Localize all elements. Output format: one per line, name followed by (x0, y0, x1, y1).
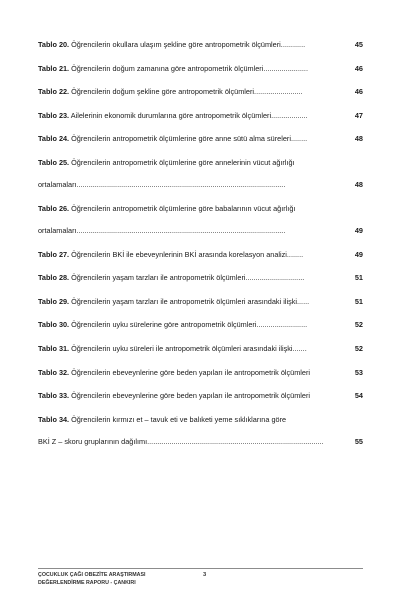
toc-entry-title-continued: BKİ Z – skoru gruplarının dağılımı (38, 437, 148, 447)
toc-entry-title: Öğrencilerin yaşam tarzları ile antropometrik ölçümleri arasındaki ilişki (69, 296, 297, 306)
toc-entry-label: Tablo 27. (38, 249, 70, 259)
toc-entry-line (38, 250, 363, 260)
toc-entry-label: Tablo 24. (38, 134, 70, 144)
toc-entry-text (38, 368, 310, 378)
toc-entry[interactable] (38, 158, 363, 191)
toc-entry-page-number: 53 (354, 367, 363, 377)
toc-entry-title: Öğrencilerin antropometrik ölçümlerine göre anne sütü alma süreleri (69, 134, 291, 144)
toc-entry[interactable] (38, 297, 363, 307)
toc-entry-line (38, 368, 363, 378)
toc-entry-title: Öğrencilerin yaşam tarzları ile antropometrik ölçümleri (69, 273, 246, 283)
toc-entry-label: Tablo 25. (38, 157, 70, 167)
toc-entry-dot-leader: ...................... (263, 63, 308, 73)
toc-entry-text (38, 134, 291, 144)
toc-entry-label: Tablo 31. (38, 344, 70, 354)
toc-entry-line (38, 64, 363, 74)
toc-entry-line (38, 158, 363, 168)
toc-entry[interactable] (38, 111, 363, 121)
toc-entry-page-number: 45 (354, 40, 363, 49)
toc-entry-page-number: 52 (354, 344, 363, 354)
toc-entry-title: Öğrencilerin ebeveynlerine göre beden yapıları ile antropometrik ölçümleri (69, 367, 311, 377)
toc-entry-dot-leader: ............................. (245, 273, 305, 283)
toc-entry-line (38, 344, 363, 354)
toc-entry[interactable] (38, 64, 363, 74)
toc-entry-text (38, 158, 295, 168)
toc-entry-label: Tablo 33. (38, 391, 70, 401)
toc-entry-title: Öğrencilerin uyku sürelerine göre antropometrik ölçümleri (69, 320, 257, 330)
toc-entry-text (38, 297, 297, 307)
toc-entry[interactable] (38, 134, 363, 144)
toc-entry-dot-leader: ......................... (256, 320, 308, 330)
toc-entry-title-continued: ortalamaları (38, 180, 77, 190)
toc-entry-label: Tablo 20. (38, 40, 70, 49)
toc-entry[interactable] (38, 273, 363, 283)
toc-entry-line (38, 273, 363, 283)
toc-entry-text (38, 250, 287, 260)
toc-entry[interactable] (38, 415, 363, 448)
toc-entry-title: Öğrencilerin uyku süreleri ile antropometrik ölçümleri arasındaki ilişki (69, 344, 293, 354)
toc-entry[interactable] (38, 391, 363, 401)
footer-line-2: DEĞERLENDİRME RAPORU - ÇANKIRI (38, 579, 136, 586)
toc-entry-title: Ailelerinin ekonomik durumlarına göre antropometrik ölçümleri (69, 110, 272, 120)
toc-entry-line (38, 40, 363, 50)
toc-entry-title: Öğrencilerin antropometrik ölçümlerine göre annelerinin vücut ağırlığı (69, 157, 295, 167)
toc-entry-label: Tablo 32. (38, 367, 70, 377)
toc-entry-title: Öğrencilerin BKİ ile ebeveynlerinin BKİ arasında korelasyon analizi (69, 249, 287, 259)
toc-entry-label: Tablo 30. (38, 320, 70, 330)
toc-entry-title: Öğrencilerin doğum zamanına göre antropometrik ölçümleri (69, 63, 264, 73)
toc-entry-page-number: 46 (354, 87, 363, 97)
toc-entry-page-number: 52 (354, 320, 363, 330)
toc-entry-title: Öğrencilerin ebeveynlerine göre beden yapıları ile antropometrik ölçümleri (69, 391, 311, 401)
toc-entry-dot-leader: .................. (271, 110, 308, 120)
toc-entry-line (38, 320, 363, 330)
toc-entry-page-number: 49 (354, 249, 363, 259)
toc-entry-title: Öğrencilerin kırmızı et – tavuk eti ve balıketi yeme sıklıklarına göre (69, 414, 287, 424)
toc-entry-dot-leader: ....................................................................................................... (76, 180, 286, 190)
toc-entry[interactable] (38, 250, 363, 260)
toc-entry-text (38, 273, 246, 283)
toc-entry-page-number: 51 (354, 296, 363, 306)
toc-entry-line (38, 415, 363, 425)
toc-entry[interactable] (38, 204, 363, 237)
toc-entry-page-number: 46 (354, 63, 363, 73)
toc-entry[interactable] (38, 368, 363, 378)
toc-entry-line (38, 204, 363, 214)
toc-entry-line (38, 111, 363, 121)
toc-entry-text (38, 320, 256, 330)
footer-line-1: ÇOCUKLUK ÇAĞI OBEZİTE ARAŞTIRMASI (38, 572, 146, 578)
toc-entry[interactable] (38, 320, 363, 330)
toc-entry-title-continued: ortalamaları (38, 226, 77, 236)
footer-title (38, 572, 146, 587)
toc-entry-dot-leader: ...... (297, 296, 310, 306)
toc-entry-dot-leader: ........ (286, 249, 304, 259)
toc-entry-label: Tablo 28. (38, 273, 70, 283)
toc-entry-page-number: 48 (354, 134, 363, 144)
toc-entry-text (38, 415, 286, 425)
toc-entry-label: Tablo 22. (38, 87, 70, 97)
toc-entry-text (38, 344, 293, 354)
toc-entry-label: Tablo 29. (38, 296, 70, 306)
toc-entry-line (38, 134, 363, 144)
toc-entry-text (38, 204, 295, 214)
toc-entry-label: Tablo 26. (38, 203, 70, 213)
toc-entry-title: Öğrencilerin doğum şekline göre antropometrik ölçümleri (69, 87, 255, 97)
toc-entry-title: Öğrencilerin antropometrik ölçümlerine göre babalarının vücut ağırlığı (69, 203, 296, 213)
toc-entry-dot-leader: ........................ (254, 87, 303, 97)
toc-entry-line (38, 180, 363, 190)
toc-entry[interactable] (38, 40, 363, 50)
toc-entry-label: Tablo 34. (38, 414, 70, 424)
toc-entry-dot-leader: ........ (290, 134, 308, 144)
toc-entry-dot-leader: ....................................................................................... (147, 437, 324, 447)
toc-entry-dot-leader: ....................................................................................................... (76, 226, 286, 236)
toc-entry-text (38, 64, 263, 74)
toc-entry[interactable] (38, 87, 363, 97)
toc-entry-line (38, 226, 363, 236)
toc-entry-dot-leader: ....... (292, 344, 307, 354)
toc-entry-text (38, 40, 281, 50)
footer-divider (38, 568, 363, 569)
toc-entry-label: Tablo 21. (38, 63, 70, 73)
table-of-contents (38, 40, 363, 461)
toc-entry-text (38, 87, 254, 97)
toc-entry-line (38, 437, 363, 447)
toc-entry-text (38, 111, 271, 121)
toc-entry-page-number: 48 (354, 180, 363, 190)
toc-entry-dot-leader: ............ (280, 40, 306, 49)
toc-entry-page-number: 47 (354, 110, 363, 120)
toc-entry-line (38, 391, 363, 401)
toc-entry-page-number: 51 (354, 273, 363, 283)
toc-entry-text (38, 391, 310, 401)
toc-entry-page-number: 54 (354, 391, 363, 401)
toc-entry-line (38, 87, 363, 97)
toc-entry-line (38, 297, 363, 307)
toc-entry-title: Öğrencilerin okullara ulaşım şekline göre antropometrik ölçümleri (69, 40, 281, 49)
toc-entry[interactable] (38, 344, 363, 354)
toc-entry-label: Tablo 23. (38, 110, 70, 120)
footer-page-number: 3 (203, 572, 207, 578)
toc-entry-page-number: 55 (354, 437, 363, 447)
toc-entry-page-number: 49 (354, 226, 363, 236)
